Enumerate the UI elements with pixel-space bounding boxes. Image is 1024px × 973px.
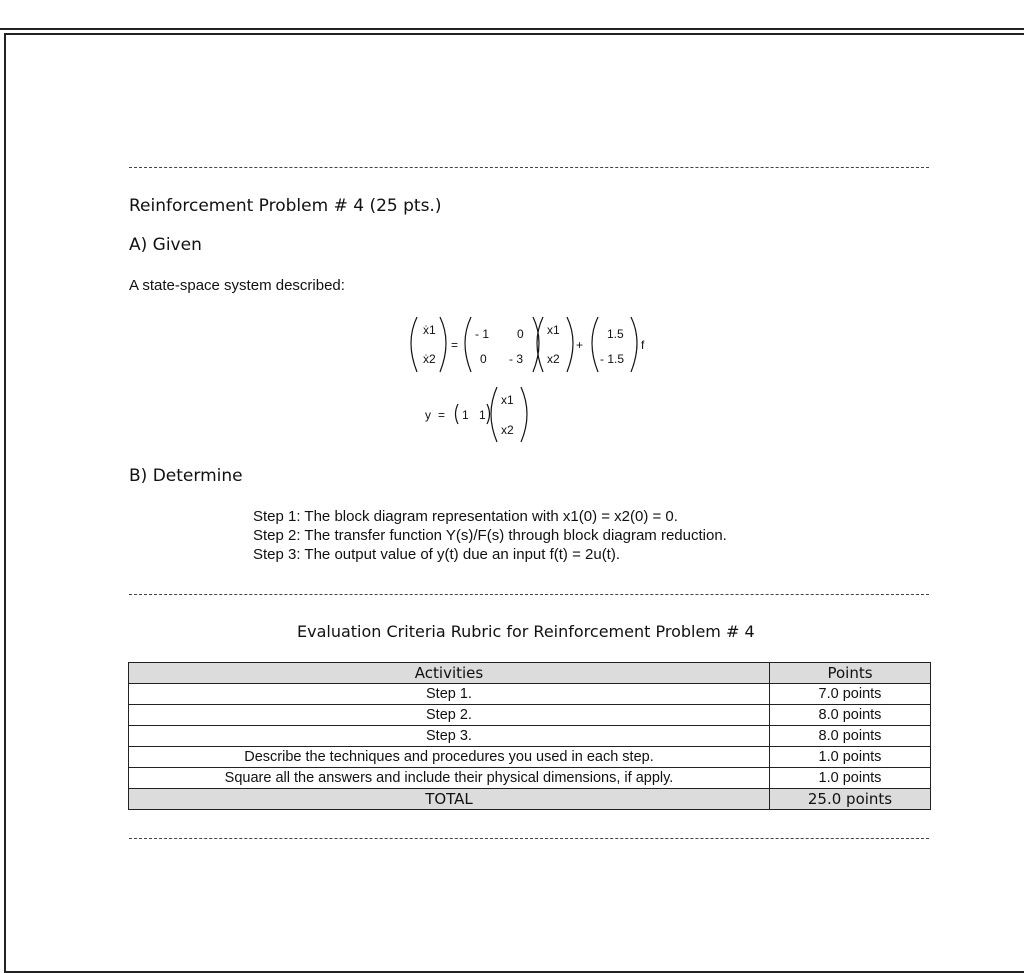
given-label: A) Given [129, 235, 202, 255]
activity-cell: Square all the answers and include their physical dimensions, if apply. [129, 768, 770, 789]
table-row [129, 705, 931, 726]
table-row [129, 768, 931, 789]
problem-title: Reinforcement Problem # 4 (25 pts.) [129, 196, 442, 216]
rubric-title: Evaluation Criteria Rubric for Reinforcement Problem # 4 [297, 622, 755, 641]
document-frame [4, 33, 1024, 973]
paren-right [487, 404, 490, 424]
paren-left [465, 317, 471, 372]
divider-top [129, 167, 929, 168]
a11: - 1 [475, 327, 490, 341]
x2-label: x2 [547, 352, 560, 366]
paren-left [537, 317, 543, 372]
table-row [129, 726, 931, 747]
xdot1-label: ẋ1 [423, 323, 436, 337]
step-3: Step 3: The output value of y(t) due an input f(t) = 2u(t). [253, 546, 621, 563]
b2: - 1.5 [600, 352, 625, 366]
state-space-equation [395, 312, 665, 447]
c2: 1 [479, 408, 486, 422]
paren-left [411, 317, 417, 372]
equals-sign: = [451, 338, 459, 352]
a21: 0 [480, 352, 487, 366]
top-bar [0, 0, 1024, 30]
total-label: TOTAL [129, 789, 770, 810]
activity-cell: Step 3. [129, 726, 770, 747]
total-points: 25.0 points [770, 789, 931, 810]
header-points: Points [770, 663, 931, 684]
x2-label: x2 [501, 423, 514, 437]
system-description: A state-space system described: [129, 277, 345, 294]
table-header-row [129, 663, 931, 684]
x1-label: x1 [547, 323, 560, 337]
activity-cell: Step 1. [129, 684, 770, 705]
a22: - 3 [509, 352, 524, 366]
divider-bottom [129, 838, 929, 839]
determine-label: B) Determine [129, 466, 243, 486]
paren-left [592, 317, 598, 372]
step-2: Step 2: The transfer function Y(s)/F(s) through block diagram reduction. [253, 527, 727, 544]
c1: 1 [462, 408, 469, 422]
paren-right [631, 317, 637, 372]
activity-cell: Step 2. [129, 705, 770, 726]
divider-middle [129, 594, 929, 595]
points-cell: 1.0 points [770, 747, 931, 768]
activity-cell: Describe the techniques and procedures you used in each step. [129, 747, 770, 768]
steps-list [253, 507, 727, 564]
xdot2-label: ẋ2 [423, 352, 436, 366]
equals-sign: = [438, 408, 446, 422]
a12: 0 [517, 327, 524, 341]
paren-right [533, 317, 539, 372]
header-activities: Activities [129, 663, 770, 684]
step-1: Step 1: The block diagram representation with x1(0) = x2(0) = 0. [253, 508, 678, 525]
paren-right [440, 317, 446, 372]
b1: 1.5 [607, 327, 624, 341]
paren-left [491, 387, 497, 442]
x1-label: x1 [501, 393, 514, 407]
paren-right [521, 387, 527, 442]
plus-sign: + [576, 338, 584, 352]
paren-left [456, 404, 459, 424]
table-row [129, 747, 931, 768]
rubric-table [128, 662, 931, 810]
points-cell: 8.0 points [770, 726, 931, 747]
input-symbol: f [641, 338, 645, 352]
total-row [129, 789, 931, 810]
points-cell: 7.0 points [770, 684, 931, 705]
points-cell: 8.0 points [770, 705, 931, 726]
paren-right [567, 317, 573, 372]
points-cell: 1.0 points [770, 768, 931, 789]
output-symbol: y [425, 408, 431, 422]
table-row [129, 684, 931, 705]
